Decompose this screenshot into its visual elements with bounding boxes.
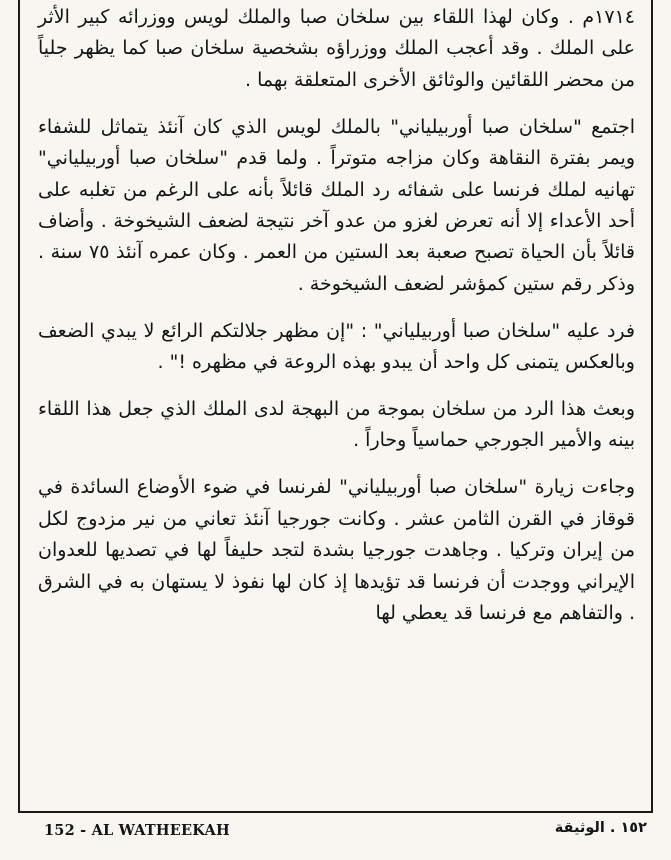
paragraph-3: فرد عليه "سلخان صبا أوربيلياني" : "إن مظهر جلالتكم الرائع لا يبدي الضعف وبالعكس يتمنى كل واحد أن يبدو بهذه الروعة في مظهره !" . <box>38 319 635 374</box>
footer-page-number-arabic: ١٥٢ . الوثيقة <box>554 820 647 836</box>
paragraph-2: اجتمع "سلخان صبا أوربيلياني" بالملك لويس الذي كان آنئذ يتماثل للشفاء ويمر بفترة النقاهة وكان مزاجه متوتراً . ولما قدم "سلخان صبا أوربيلياني" تهانيه لملك فرنسا على شفائه رد الملك قائلاً بأنه على الرغم من تغلبه على أحد الأعداء إلا أنه تعرض لغزو من عدو آخر نتيجة لضعف الشيخوخة . وأضاف قائلاً بأن الحياة تصبح صعبة بعد الستين من العمر . وكان عمره آنئذ ٧٥ سنة . وذكر رقم ستين كمؤشر لضعف الشيخوخة . <box>38 115 635 295</box>
paragraph-spacer <box>38 96 635 112</box>
paragraph-spacer <box>38 378 635 394</box>
footer-page-number-english: 152 - AL WATHEEKAH <box>44 822 230 839</box>
paragraph-spacer <box>38 300 635 316</box>
paragraph-5: وجاءت زيارة "سلخان صبا أوربيلياني" لفرنسا في ضوء الأوضاع السائدة في قوقاز في القرن الثامن عشر . وكانت جورجيا آنئذ تعاني من نير مزدوج لكل من إيران وتركيا . وجاهدت جورجيا بشدة لتجد حليفاً لها في تصديها للعدوان الإيراني ووجدت أن فرنسا قد تؤيدها إذ كان لها نفوذ لا يستهان به في الشرق . والتفاهم مع فرنسا قد يعطي لها <box>38 476 635 624</box>
page-footer <box>18 820 653 844</box>
paragraph-spacer <box>38 457 635 473</box>
paragraph-1: ١٧١٤م . وكان لهذا اللقاء بين سلخان صبا والملك لويس ووزرائه كبير الأثر على الملك . وقد أعجب الملك ووزراؤه بشخصية سلخان صبا كما يظهر جلياً من محضر اللقائين والوثائق الأخرى المتعلقة بهما . <box>38 6 635 91</box>
paragraph-4: وبعث هذا الرد من سلخان بموجة من البهجة لدى الملك الذي جعل هذا اللقاء بينه والأمير الجورجي حماسياً وحاراً . <box>38 397 635 452</box>
article-body <box>38 2 635 629</box>
